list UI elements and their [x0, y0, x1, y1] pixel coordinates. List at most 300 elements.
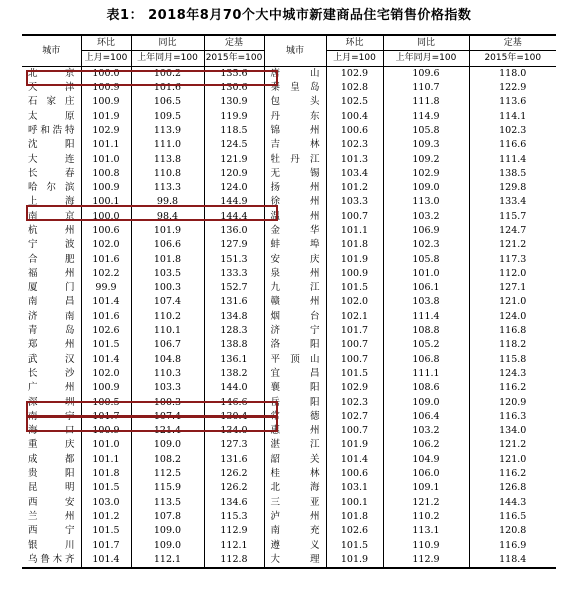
cell-city-right: 九 江 — [264, 281, 326, 295]
header-base-right: 定基 — [469, 35, 556, 51]
cell-mom-right: 101.5 — [326, 367, 383, 381]
cell-mom-left: 101.2 — [81, 510, 131, 524]
cell-yoy-left: 109.0 — [131, 524, 204, 538]
cell-yoy-right: 106.1 — [383, 281, 469, 295]
table-row — [22, 267, 556, 281]
cell-city-left: 武 汉 — [28, 353, 75, 365]
cell-city-left: 石家庄 — [28, 96, 75, 108]
cell-mom-left: 100.1 — [81, 195, 131, 209]
table-row — [22, 310, 556, 324]
cell-mom-left: 101.7 — [81, 410, 131, 424]
cell-yoy-right: 102.3 — [383, 238, 469, 252]
cell-yoy-left: 109.0 — [131, 538, 204, 552]
cell-mom-right: 102.9 — [326, 66, 383, 81]
cell-mom-left: 99.9 — [81, 281, 131, 295]
cell-mom-left: 100.6 — [81, 224, 131, 238]
cell-mom-left: 101.8 — [81, 467, 131, 481]
cell-mom-left: 101.6 — [81, 310, 131, 324]
cell-yoy-left: 121.4 — [131, 424, 204, 438]
cell-city-left: 济 南 — [28, 310, 75, 322]
cell-base-right: 129.8 — [469, 181, 556, 195]
cell-base-left: 130.6 — [204, 81, 264, 95]
cell-yoy-left: 109.5 — [131, 109, 204, 123]
cell-mom-right: 103.4 — [326, 167, 383, 181]
cell-yoy-right: 114.9 — [383, 109, 469, 123]
header-base-left: 定基 — [204, 35, 264, 51]
cell-yoy-right: 103.2 — [383, 210, 469, 224]
cell-mom-left: 101.1 — [81, 453, 131, 467]
cell-mom-left: 101.4 — [81, 295, 131, 309]
table-row — [22, 453, 556, 467]
table-row — [22, 81, 556, 95]
cell-city-right: 洛 阳 — [264, 338, 326, 352]
cell-city-left: 北 京 — [28, 67, 75, 79]
table-row — [22, 467, 556, 481]
cell-mom-left: 100.9 — [81, 95, 131, 109]
table-row — [22, 481, 556, 495]
cell-yoy-left: 103.3 — [131, 381, 204, 395]
table-row — [22, 367, 556, 381]
cell-yoy-right: 111.1 — [383, 367, 469, 381]
cell-yoy-left: 110.3 — [131, 367, 204, 381]
cell-city-left: 昆 明 — [28, 482, 75, 494]
cell-base-right: 121.2 — [469, 438, 556, 452]
cell-yoy-right: 106.2 — [383, 438, 469, 452]
cell-base-left: 138.2 — [204, 367, 264, 381]
header-yoy-left: 同比 — [131, 35, 204, 51]
subheader-mom-left: 上月=100 — [81, 51, 131, 66]
cell-yoy-right: 105.8 — [383, 124, 469, 138]
cell-mom-right: 100.7 — [326, 338, 383, 352]
cell-yoy-left: 104.8 — [131, 353, 204, 367]
cell-yoy-left: 113.8 — [131, 152, 204, 166]
cell-mom-right: 101.8 — [326, 510, 383, 524]
header-city-left: 城市 — [22, 35, 81, 66]
cell-mom-left: 100.8 — [81, 167, 131, 181]
cell-yoy-right: 105.2 — [383, 338, 469, 352]
cell-city-right: 吉 林 — [264, 138, 326, 152]
cell-mom-right: 101.9 — [326, 252, 383, 266]
cell-mom-right: 101.4 — [326, 453, 383, 467]
cell-base-left: 120.9 — [204, 167, 264, 181]
cell-city-left: 大 连 — [28, 153, 75, 165]
cell-city-right: 湛 江 — [264, 438, 326, 452]
cell-base-left: 152.7 — [204, 281, 264, 295]
cell-yoy-left: 101.9 — [131, 224, 204, 238]
cell-mom-right: 101.9 — [326, 553, 383, 568]
cell-city-left: 西 宁 — [28, 525, 75, 537]
cell-mom-right: 102.9 — [326, 381, 383, 395]
cell-yoy-right: 106.9 — [383, 224, 469, 238]
cell-yoy-right: 113.1 — [383, 524, 469, 538]
cell-base-right: 117.3 — [469, 252, 556, 266]
cell-base-right: 116.2 — [469, 467, 556, 481]
cell-yoy-right: 109.2 — [383, 152, 469, 166]
cell-base-right: 124.7 — [469, 224, 556, 238]
cell-city-right: 岳 阳 — [264, 395, 326, 409]
cell-city-right: 蚌 埠 — [264, 238, 326, 252]
cell-mom-left: 100.9 — [81, 181, 131, 195]
cell-mom-left: 101.5 — [81, 338, 131, 352]
cell-mom-right: 103.3 — [326, 195, 383, 209]
cell-base-right: 112.0 — [469, 267, 556, 281]
cell-mom-left: 102.2 — [81, 267, 131, 281]
cell-city-left: 合 肥 — [28, 253, 75, 265]
cell-mom-left: 102.0 — [81, 367, 131, 381]
cell-base-right: 121.0 — [469, 295, 556, 309]
cell-yoy-right: 104.9 — [383, 453, 469, 467]
cell-yoy-left: 100.3 — [131, 281, 204, 295]
table-row — [22, 338, 556, 352]
cell-yoy-left: 100.3 — [131, 395, 204, 409]
cell-city-right: 遵 义 — [264, 538, 326, 552]
table-row — [22, 210, 556, 224]
cell-yoy-right: 111.8 — [383, 95, 469, 109]
table-row — [22, 109, 556, 123]
cell-yoy-right: 110.7 — [383, 81, 469, 95]
cell-mom-left: 102.9 — [81, 124, 131, 138]
cell-city-right: 烟 台 — [264, 310, 326, 324]
cell-mom-right: 102.1 — [326, 310, 383, 324]
table-row — [22, 395, 556, 409]
cell-yoy-right: 108.6 — [383, 381, 469, 395]
cell-mom-right: 101.7 — [326, 324, 383, 338]
cell-mom-left: 103.0 — [81, 496, 131, 510]
cell-yoy-left: 113.9 — [131, 124, 204, 138]
cell-yoy-left: 110.8 — [131, 167, 204, 181]
cell-base-right: 116.6 — [469, 138, 556, 152]
cell-mom-right: 100.7 — [326, 210, 383, 224]
cell-yoy-right: 103.8 — [383, 295, 469, 309]
cell-mom-left: 101.4 — [81, 553, 131, 568]
table-row — [22, 438, 556, 452]
cell-yoy-left: 110.2 — [131, 310, 204, 324]
cell-mom-left: 101.6 — [81, 252, 131, 266]
cell-city-left: 成 都 — [28, 453, 75, 465]
cell-city-right: 金 华 — [264, 224, 326, 238]
cell-city-left: 上 海 — [28, 196, 75, 208]
cell-base-right: 118.4 — [469, 553, 556, 568]
cell-base-right: 144.3 — [469, 496, 556, 510]
cell-base-right: 127.1 — [469, 281, 556, 295]
cell-base-left: 126.2 — [204, 481, 264, 495]
cell-base-right: 116.2 — [469, 381, 556, 395]
cell-yoy-left: 109.0 — [131, 438, 204, 452]
cell-base-right: 134.0 — [469, 424, 556, 438]
table-row — [22, 353, 556, 367]
cell-city-left: 哈尔滨 — [28, 182, 75, 194]
header-yoy-right: 同比 — [383, 35, 469, 51]
subheader-mom-right: 上月=100 — [326, 51, 383, 66]
cell-yoy-right: 105.8 — [383, 252, 469, 266]
cell-yoy-left: 115.9 — [131, 481, 204, 495]
cell-yoy-left: 107.8 — [131, 510, 204, 524]
table-row — [22, 195, 556, 209]
cell-yoy-left: 101.6 — [131, 81, 204, 95]
cell-base-left: 112.9 — [204, 524, 264, 538]
cell-city-left: 南 昌 — [28, 296, 75, 308]
cell-yoy-right: 106.4 — [383, 410, 469, 424]
cell-city-left: 海 口 — [28, 425, 75, 437]
cell-city-left: 银 川 — [28, 539, 75, 551]
cell-city-right: 宜 昌 — [264, 367, 326, 381]
cell-city-right: 唐 山 — [264, 66, 326, 81]
cell-city-left: 长 春 — [28, 167, 75, 179]
header-mom-right: 环比 — [326, 35, 383, 51]
cell-mom-right: 101.5 — [326, 538, 383, 552]
cell-city-left: 广 州 — [28, 382, 75, 394]
cell-base-left: 131.6 — [204, 453, 264, 467]
cell-yoy-right: 106.8 — [383, 353, 469, 367]
cell-city-right: 大 理 — [264, 553, 326, 568]
table-row — [22, 124, 556, 138]
cell-yoy-right: 110.9 — [383, 538, 469, 552]
cell-base-left: 136.0 — [204, 224, 264, 238]
cell-city-right: 泸 州 — [264, 510, 326, 524]
table-row — [22, 167, 556, 181]
cell-base-left: 115.3 — [204, 510, 264, 524]
cell-base-right: 116.3 — [469, 410, 556, 424]
cell-yoy-right: 109.6 — [383, 66, 469, 81]
table-row — [22, 295, 556, 309]
cell-mom-right: 103.1 — [326, 481, 383, 495]
cell-base-right: 124.0 — [469, 310, 556, 324]
table-row — [22, 410, 556, 424]
cell-yoy-right: 109.0 — [383, 395, 469, 409]
table-row — [22, 538, 556, 552]
table-row — [22, 496, 556, 510]
cell-yoy-left: 103.5 — [131, 267, 204, 281]
cell-city-right: 济 宁 — [264, 324, 326, 338]
table-row — [22, 181, 556, 195]
cell-mom-right: 102.0 — [326, 295, 383, 309]
cell-mom-right: 102.3 — [326, 138, 383, 152]
table-row — [22, 95, 556, 109]
table-row — [22, 510, 556, 524]
cell-base-left: 144.4 — [204, 210, 264, 224]
table-row — [22, 524, 556, 538]
cell-yoy-left: 106.6 — [131, 238, 204, 252]
cell-city-left: 杭 州 — [28, 225, 75, 236]
cell-yoy-right: 102.9 — [383, 167, 469, 181]
cell-mom-right: 102.5 — [326, 95, 383, 109]
cell-base-left: 121.9 — [204, 152, 264, 166]
cell-city-right: 丹 东 — [264, 109, 326, 123]
cell-city-right: 桂 林 — [264, 467, 326, 481]
cell-base-right: 120.9 — [469, 395, 556, 409]
cell-mom-right: 100.7 — [326, 353, 383, 367]
cell-city-left: 西 安 — [28, 496, 75, 508]
cell-base-left: 134.6 — [204, 496, 264, 510]
cell-base-left: 151.3 — [204, 252, 264, 266]
cell-base-right: 116.9 — [469, 538, 556, 552]
cell-yoy-left: 112.5 — [131, 467, 204, 481]
cell-city-right: 锦 州 — [264, 124, 326, 138]
cell-mom-right: 100.6 — [326, 467, 383, 481]
cell-base-right: 113.6 — [469, 95, 556, 109]
cell-base-right: 111.4 — [469, 152, 556, 166]
cell-mom-right: 101.5 — [326, 281, 383, 295]
cell-mom-right: 100.4 — [326, 109, 383, 123]
cell-city-left: 南 宁 — [28, 410, 75, 422]
table-row — [22, 553, 556, 568]
cell-yoy-left: 107.4 — [131, 410, 204, 424]
cell-yoy-left: 101.8 — [131, 252, 204, 266]
cell-city-right: 常 德 — [264, 410, 326, 424]
cell-mom-right: 100.9 — [326, 267, 383, 281]
cell-base-right: 124.3 — [469, 367, 556, 381]
cell-city-left: 青 岛 — [28, 325, 75, 337]
cell-base-left: 130.4 — [204, 410, 264, 424]
cell-base-left: 124.5 — [204, 138, 264, 152]
cell-city-left: 天 津 — [28, 82, 75, 94]
cell-base-left: 133.3 — [204, 267, 264, 281]
table-row — [22, 324, 556, 338]
cell-yoy-left: 98.4 — [131, 210, 204, 224]
cell-base-left: 119.9 — [204, 109, 264, 123]
cell-base-right: 122.9 — [469, 81, 556, 95]
cell-city-left: 重 庆 — [28, 439, 75, 451]
header-row — [22, 35, 556, 51]
cell-mom-left: 102.6 — [81, 324, 131, 338]
cell-yoy-right: 109.3 — [383, 138, 469, 152]
cell-base-left: 144.0 — [204, 381, 264, 395]
cell-mom-left: 101.5 — [81, 524, 131, 538]
cell-yoy-right: 109.0 — [383, 181, 469, 195]
cell-mom-right: 100.7 — [326, 424, 383, 438]
cell-city-right: 扬 州 — [264, 181, 326, 195]
subheader-yoy-right: 上年同月=100 — [383, 51, 469, 66]
cell-mom-left: 101.7 — [81, 538, 131, 552]
cell-yoy-left: 106.5 — [131, 95, 204, 109]
cell-yoy-right: 101.0 — [383, 267, 469, 281]
cell-base-left: 134.0 — [204, 424, 264, 438]
cell-base-right: 116.8 — [469, 324, 556, 338]
cell-yoy-left: 108.2 — [131, 453, 204, 467]
cell-city-right: 韶 关 — [264, 453, 326, 467]
cell-base-left: 134.8 — [204, 310, 264, 324]
cell-base-left: 112.1 — [204, 538, 264, 552]
table-row — [22, 281, 556, 295]
cell-city-right: 牡丹江 — [264, 152, 326, 166]
cell-city-right: 平顶山 — [264, 353, 326, 367]
cell-yoy-right: 112.9 — [383, 553, 469, 568]
table-row — [22, 238, 556, 252]
cell-mom-right: 100.6 — [326, 124, 383, 138]
cell-mom-left: 100.0 — [81, 210, 131, 224]
cell-city-left: 郑 州 — [28, 339, 75, 351]
cell-base-right: 121.2 — [469, 238, 556, 252]
header-mom-left: 环比 — [81, 35, 131, 51]
cell-base-left: 138.8 — [204, 338, 264, 352]
cell-yoy-right: 110.2 — [383, 510, 469, 524]
subheader-base-left: 2015年=100 — [204, 51, 264, 66]
cell-city-left: 太 原 — [28, 110, 75, 122]
cell-city-left: 长 沙 — [28, 367, 75, 379]
cell-city-left: 兰 州 — [28, 510, 75, 522]
cell-city-left: 沈 阳 — [28, 139, 75, 151]
cell-base-right: 120.8 — [469, 524, 556, 538]
subheader-yoy-left: 上年同月=100 — [131, 51, 204, 66]
cell-city-right: 无 锡 — [264, 167, 326, 181]
cell-yoy-left: 113.3 — [131, 181, 204, 195]
cell-base-right: 115.8 — [469, 353, 556, 367]
cell-base-left: 112.8 — [204, 553, 264, 568]
cell-mom-right: 102.6 — [326, 524, 383, 538]
cell-city-right: 南 充 — [264, 524, 326, 538]
cell-yoy-right: 106.0 — [383, 467, 469, 481]
cell-base-right: 126.8 — [469, 481, 556, 495]
cell-mom-left: 101.9 — [81, 109, 131, 123]
cell-mom-right: 102.7 — [326, 410, 383, 424]
cell-yoy-left: 99.8 — [131, 195, 204, 209]
cell-mom-left: 101.0 — [81, 438, 131, 452]
cell-mom-left: 100.5 — [81, 395, 131, 409]
cell-base-left: 136.1 — [204, 353, 264, 367]
cell-city-left: 乌鲁木齐 — [22, 553, 81, 568]
cell-base-left: 131.6 — [204, 295, 264, 309]
cell-base-right: 116.5 — [469, 510, 556, 524]
header-city-right: 城市 — [264, 35, 326, 66]
cell-yoy-left: 106.7 — [131, 338, 204, 352]
cell-base-right: 115.7 — [469, 210, 556, 224]
cell-city-left: 南 京 — [28, 210, 75, 222]
cell-base-right: 133.4 — [469, 195, 556, 209]
table-row — [22, 66, 556, 81]
cell-city-left: 厦 门 — [28, 282, 75, 294]
cell-base-right: 114.1 — [469, 109, 556, 123]
cell-yoy-left: 107.4 — [131, 295, 204, 309]
cell-base-left: 127.3 — [204, 438, 264, 452]
cell-mom-right: 100.1 — [326, 496, 383, 510]
cell-base-left: 128.3 — [204, 324, 264, 338]
cell-city-right: 秦皇岛 — [264, 81, 326, 95]
cell-yoy-right: 109.1 — [383, 481, 469, 495]
cell-mom-right: 101.9 — [326, 438, 383, 452]
cell-city-right: 泉 州 — [264, 267, 326, 281]
cell-yoy-right: 113.0 — [383, 195, 469, 209]
cell-yoy-right: 103.2 — [383, 424, 469, 438]
cell-mom-left: 100.0 — [81, 66, 131, 81]
cell-base-left: 146.6 — [204, 395, 264, 409]
cell-yoy-right: 111.4 — [383, 310, 469, 324]
table-row — [22, 252, 556, 266]
cell-base-right: 118.0 — [469, 66, 556, 81]
cell-city-left: 呼和浩特 — [28, 124, 75, 136]
cell-base-right: 102.3 — [469, 124, 556, 138]
cell-base-left: 130.9 — [204, 95, 264, 109]
cell-city-right: 三 亚 — [264, 496, 326, 510]
cell-city-right: 惠 州 — [264, 424, 326, 438]
cell-mom-right: 101.8 — [326, 238, 383, 252]
cell-yoy-left: 113.5 — [131, 496, 204, 510]
cell-base-right: 118.2 — [469, 338, 556, 352]
table-row — [22, 152, 556, 166]
cell-base-right: 138.5 — [469, 167, 556, 181]
cell-mom-left: 101.4 — [81, 353, 131, 367]
table-row — [22, 224, 556, 238]
cell-city-right: 北 海 — [264, 481, 326, 495]
table-title: 表1： 2018年8月70个大中城市新建商品住宅销售价格指数 — [106, 8, 472, 23]
cell-mom-left: 101.5 — [81, 481, 131, 495]
cell-mom-right: 101.1 — [326, 224, 383, 238]
cell-city-right: 襄 阳 — [264, 381, 326, 395]
cell-base-left: 144.9 — [204, 195, 264, 209]
cell-city-right: 包 头 — [264, 95, 326, 109]
cell-yoy-left: 112.1 — [131, 553, 204, 568]
cell-mom-left: 100.9 — [81, 81, 131, 95]
cell-base-right: 121.0 — [469, 453, 556, 467]
